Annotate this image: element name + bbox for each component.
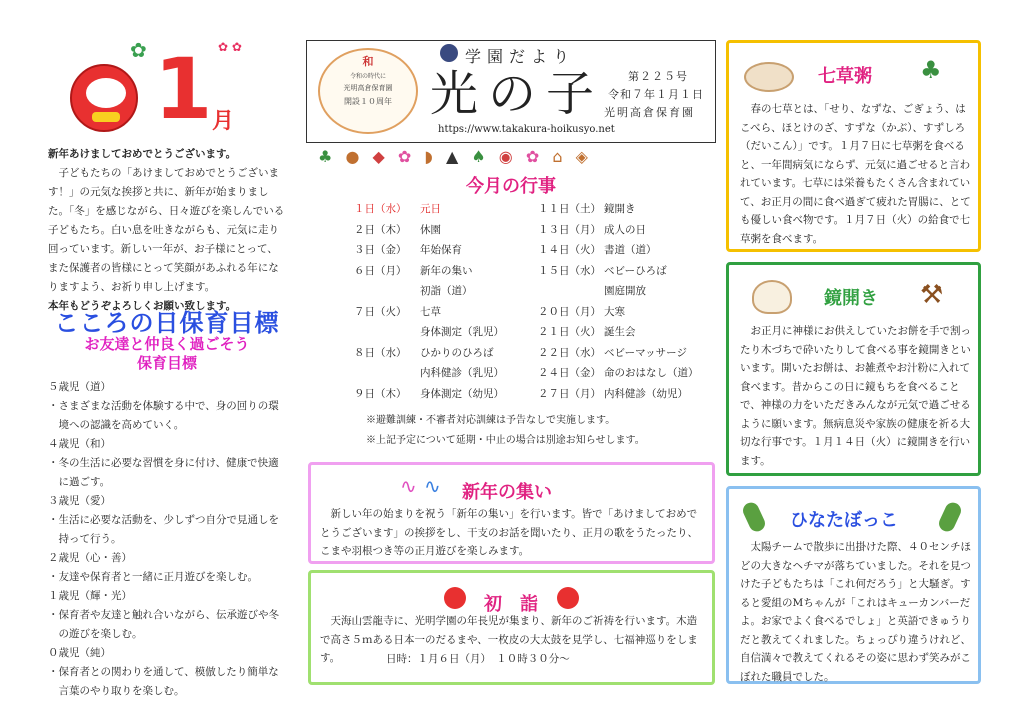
intro-section — [48, 145, 286, 316]
daruma-icon — [70, 64, 138, 132]
age-goal-item — [48, 549, 286, 587]
event-row: 初詣（道） — [420, 285, 473, 297]
kagami-mochi-icon: ● — [345, 147, 364, 166]
age-goal-item — [48, 587, 286, 644]
age-label: １歳児（輝・光） — [48, 590, 132, 602]
event-row: １５日（水） ベビーひろば — [538, 264, 667, 277]
age-goal-item — [48, 435, 286, 492]
event-row: ２０日（月） 大寒 — [538, 305, 625, 318]
event-row: ３日（金） 年始保育 — [354, 244, 462, 256]
snake-icon: ∿ — [424, 474, 441, 498]
kagami-text: お正月に神様にお供えしていたお餅を手で割ったり木づちで砕いたりして食べる事を鏡開きといいます。開いたお餅は、お雑煮やお汁粉に入れて食べます。昔からこの日に鏡もちを食べることで、神様の力をいただきみんなが元気で過ごせるように願います。無病息災や家族の健康を祈る大切な行事です。１月１４日（火）に鏡開きを行います。 — [740, 325, 971, 467]
hatsumode-title: 初 詣 — [484, 594, 538, 615]
age-goal-item — [48, 644, 286, 701]
fan-icon: ◗ — [424, 147, 437, 166]
age-text: ・保育者との関わりを通して、模倣したり簡単な言葉のやり取りを楽しむ。 — [48, 666, 279, 697]
shrine-icon: ⌂ — [552, 147, 567, 166]
kite-icon: ◆ — [372, 147, 389, 166]
events-notes — [366, 411, 645, 451]
age-text: ・冬の生活に必要な習慣を身に付け、健康で快適に過ごす。 — [48, 457, 279, 488]
age-label: ０歳児（純） — [48, 647, 111, 659]
seal-line2: 光明高倉保育園 — [343, 84, 393, 92]
daruma-icon — [444, 587, 466, 609]
nanakusa-title: 七草粥 — [818, 66, 872, 87]
event-row: ２４日（金） 命のおはなし（道） — [538, 367, 699, 379]
anniversary-seal — [318, 48, 418, 134]
age-label: ２歳児（心・善） — [48, 552, 132, 564]
event-row: １３日（月） 成人の日 — [538, 223, 646, 236]
kagami-mochi-icon — [752, 280, 792, 314]
intro-body: 子どもたちの「あけましておめでとうございます！」の元気な挨拶と共に、新年が始まりました。「冬」を感じながら、日々遊びを楽しんでいる子どもたち。白い息を吐きながらも、元気に走り回っています。新しい一年が、お子様にとって、また保護者の皆様にとって笑顔があふれる年になりますよう、お祈り申し上げます。 — [48, 167, 285, 293]
ema-icon: ◈ — [575, 147, 592, 166]
school-logo-icon — [440, 44, 458, 62]
hinata-title: ひなたぼっこ — [790, 510, 898, 531]
event-row: １４日（火） 書道（道） — [538, 244, 657, 256]
nanakusa-text: 春の七草とは、「せり、なずな、ごぎょう、はこべら、ほとけのざ、すずな（かぶ）、すずしろ（だいこん）」です。１月７日に七草粥を食べると、一年間病気にならず、元気に過ごせると言われています。七草には栄養もたくさん含まれていて、お正月の間に食べ過ぎて疲れた胃腸に、とても優しい食べ物です。１月７日（火）の給食で七草粥を食べます。 — [740, 103, 971, 245]
newyear-text: 新しい年の始まりを祝う「新年の集い」を行います。皆で「あけましておめでとうございます」の挨拶をし、干支のお話を聞いたり、正月の歌をうたったり、こまや羽根つき等の正月遊びを楽しみます。 — [320, 508, 698, 557]
newsletter-kicker: 学園だより — [465, 47, 576, 66]
daikon-icon: ♣ — [920, 56, 942, 84]
newsletter-title: 光の子 — [430, 66, 605, 122]
event-row: １１日（土） 鏡開き — [538, 203, 636, 215]
events-right-list — [538, 199, 699, 404]
event-row: ７日（火） 七草 — [354, 305, 441, 318]
age-text: ・さまざまな活動を体験する中で、身の回りの環境への認識を高めていく。 — [48, 400, 279, 431]
event-row: ２２日（水） ベビーマッサージ — [538, 346, 687, 359]
issue-number: 第２２５号 — [628, 70, 688, 83]
kadomatsu-icon: ✿ — [130, 38, 147, 62]
plum-blossom-icon: ✿ ✿ — [218, 40, 242, 54]
school-name: 光明高倉保育園 — [604, 106, 695, 119]
daruma-icon — [557, 587, 579, 609]
age-text: ・生活に必要な活動を、少しずつ自分で見通しを持って行う。 — [48, 514, 279, 545]
month-unit: 月 — [212, 109, 235, 134]
event-row: １日（水） 元日 — [354, 203, 441, 215]
age-text: ・友達や保育者と一緒に正月遊びを楽しむ。 — [48, 571, 258, 583]
hatsumode-datetime: 日時：１月６日（月） １０時３０分～ — [386, 653, 570, 665]
month-number: 1 — [154, 40, 213, 138]
seal-line1: 令和の時代に — [349, 73, 386, 80]
new-year-icons-row — [318, 147, 714, 166]
hinata-text: 太陽チームで散歩に出掛けた際、４０センチほどの大きなヘチマが落ちていました。それを見つけた子どもたちは「これ何だろう」と大騒ぎ。すると愛組のMちゃんが「これはキューカンバーだよ。お家でよく食べるでしょ」と英語できゅうりだと教えてくれました。ちょっぴり違うけれど、自信満々で教えてくれるその姿に思わず笑みがこぼれた職員でした。 — [740, 541, 971, 683]
seal-char: 和 — [362, 55, 374, 68]
goals-title: こころの日保育目標 — [54, 309, 280, 337]
mallet-icon: ⚒ — [920, 280, 944, 310]
intro-closing: 本年もどうぞよろしくお願い致します。 — [48, 300, 237, 312]
newyear-title: 新年の集い — [462, 482, 552, 503]
event-row: ２日（木） 休園 — [354, 223, 441, 236]
goals-subtitle-line1: お友達と仲良く過ごそう — [84, 335, 250, 353]
onigiri-icon: ▲ — [445, 147, 463, 166]
age-label: ３歳児（愛） — [48, 495, 111, 507]
event-row: ９日（木） 身体測定（幼児） — [354, 387, 504, 400]
top-icon: ◉ — [498, 147, 517, 166]
intro-greeting: 新年あけましておめでとうございます。 — [48, 148, 237, 160]
event-row: ８日（水） ひかりのひろば — [354, 346, 494, 359]
events-note: ※上記予定について延期・中止の場合は別途お知らせします。 — [366, 435, 645, 446]
snake-icon: ∿ — [400, 474, 417, 498]
event-row: ２７日（月） 内科健診（幼児） — [538, 387, 688, 400]
age-label: ５歳児（道） — [48, 381, 111, 393]
bamboo-icon: ♠ — [471, 147, 490, 166]
flower-icon: ✿ — [525, 147, 544, 166]
hatsumode-text: 天海山雲龍寺に、光明学園の年長児が集まり、新年のご祈祷を行います。木造で高さ５ｍある日本一のだるまや、一枚皮の大太鼓を見学し、七福神巡りをします。 — [320, 615, 698, 664]
event-row: ６日（月） 新年の集い — [354, 264, 473, 277]
age-label: ４歳児（和） — [48, 438, 111, 450]
seal-line3: 開設１０周年 — [344, 97, 392, 106]
event-row: 身体測定（乳児） — [420, 326, 504, 338]
events-note: ※避難訓練・不審者対応訓練は予告なしで実施します。 — [366, 415, 616, 426]
pine-icon: ♣ — [318, 147, 337, 166]
event-row: ２１日（火） 誕生会 — [538, 326, 636, 338]
age-text: ・保育者や友達と触れ合いながら、伝承遊びや冬の遊びを楽しむ。 — [48, 609, 279, 640]
events-left-list — [354, 199, 504, 404]
plum-icon: ✿ — [397, 147, 416, 166]
event-row: 内科健診（乳児） — [420, 367, 504, 379]
rice-porridge-icon — [744, 62, 794, 92]
age-goals-list — [48, 378, 286, 701]
school-url[interactable]: https://www.takakura-hoikusyo.net — [438, 124, 615, 135]
goals-subtitle-line2: 保育目標 — [136, 354, 197, 372]
month-header-art — [58, 36, 258, 136]
events-title: 今月の行事 — [466, 176, 556, 197]
issue-date: 令和７年１月１日 — [608, 88, 704, 101]
age-goal-item — [48, 492, 286, 549]
age-goal-item — [48, 378, 286, 435]
kagami-title: 鏡開き — [824, 288, 878, 309]
event-row: 園庭開放 — [604, 285, 646, 297]
